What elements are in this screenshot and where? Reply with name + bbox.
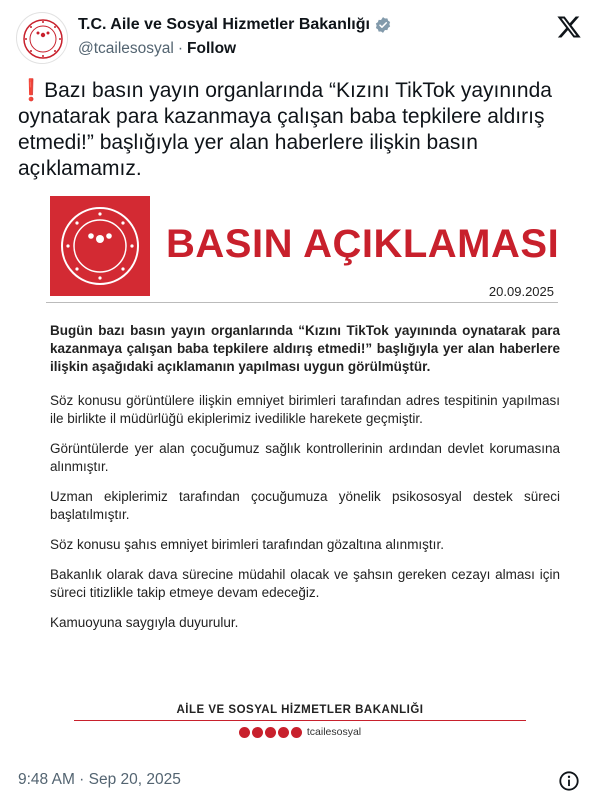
tweet-header <box>16 12 584 68</box>
display-name[interactable]: T.C. Aile ve Sosyal Hizmetler Bakanlığı <box>78 16 370 33</box>
press-release-paragraph: Söz konusu şahıs emniyet birimleri tarafından gözaltına alınmıştır. <box>50 537 444 552</box>
avatar[interactable] <box>16 12 68 64</box>
press-release-logo <box>50 196 150 296</box>
press-release-paragraph: Kamuoyuna saygıyla duyurulur. <box>50 615 239 630</box>
divider <box>46 302 558 303</box>
press-release-organization: AİLE VE SOSYAL HİZMETLER BAKANLIĞI <box>176 704 424 716</box>
follow-button[interactable]: Follow <box>187 40 237 57</box>
press-release-date: 20.09.2025 <box>488 284 554 299</box>
info-icon[interactable] <box>558 770 580 792</box>
tweet-body: Bazı basın yayın organlarında “Kızını TikTok yayınında oynatarak para kazanmaya çalışan baba tepkilere aldırış etmedi!” başlığıyla yer alan haberlere ilişkin basın açıklamamız. <box>18 79 552 180</box>
press-release-lead: Bugün bazı basın yayın organlarında “Kızını TikTok yayınında oynatarak para kazanmaya çalışan baba tepkilere aldırış etmedi!” başlığıyla yer alan haberlere ilişkin aşağıdaki açıklamanın yapılması uygun görülmüştür. <box>50 323 560 374</box>
divider <box>74 720 526 721</box>
social-handle: tcailesosyal <box>306 726 362 738</box>
name-row <box>78 16 392 34</box>
exclamation-mark-icon: ❗ <box>18 79 45 102</box>
press-release-body <box>50 322 560 644</box>
press-release-image[interactable] <box>16 186 584 746</box>
social-links <box>16 726 584 738</box>
press-release-title: BASIN AÇIKLAMASI <box>166 222 560 266</box>
ministry-emblem-icon <box>17 13 68 64</box>
press-release-paragraph: Görüntülerde yer alan çocuğumuz sağlık kontrollerinin ardından devlet korumasına alınmıştır. <box>50 441 560 474</box>
handle[interactable]: @tcailesosyal <box>78 40 174 57</box>
press-release-paragraph: Söz konusu görüntülere ilişkin emniyet birimleri tarafından adres tespitinin yapılması ile birlikte il müdürlüğü ekiplerimiz ivedilikle harekete geçmiştir. <box>50 393 560 426</box>
ministry-emblem-icon <box>50 196 150 296</box>
handle-row <box>78 40 236 58</box>
youtube-icon <box>291 727 302 738</box>
facebook-icon <box>278 727 289 738</box>
instagram-icon <box>265 727 276 738</box>
press-release-paragraph: Uzman ekiplerimiz tarafından çocuğumuza yönelik psikososyal destek süreci başlatılmıştır. <box>50 489 560 522</box>
separator-dot: · <box>177 40 184 57</box>
press-release-paragraph: Bakanlık olarak dava sürecine müdahil olacak ve şahsın gereken cezayı alması için süreci titizlikle takip etmeye devam edeceğiz. <box>50 567 560 600</box>
x-logo-icon[interactable] <box>556 14 582 40</box>
x-icon <box>252 727 263 738</box>
tweet-text <box>18 78 578 182</box>
timestamp[interactable]: 9:48 AM · Sep 20, 2025 <box>18 771 181 788</box>
web-icon <box>239 727 250 738</box>
verified-badge-icon <box>374 16 392 34</box>
